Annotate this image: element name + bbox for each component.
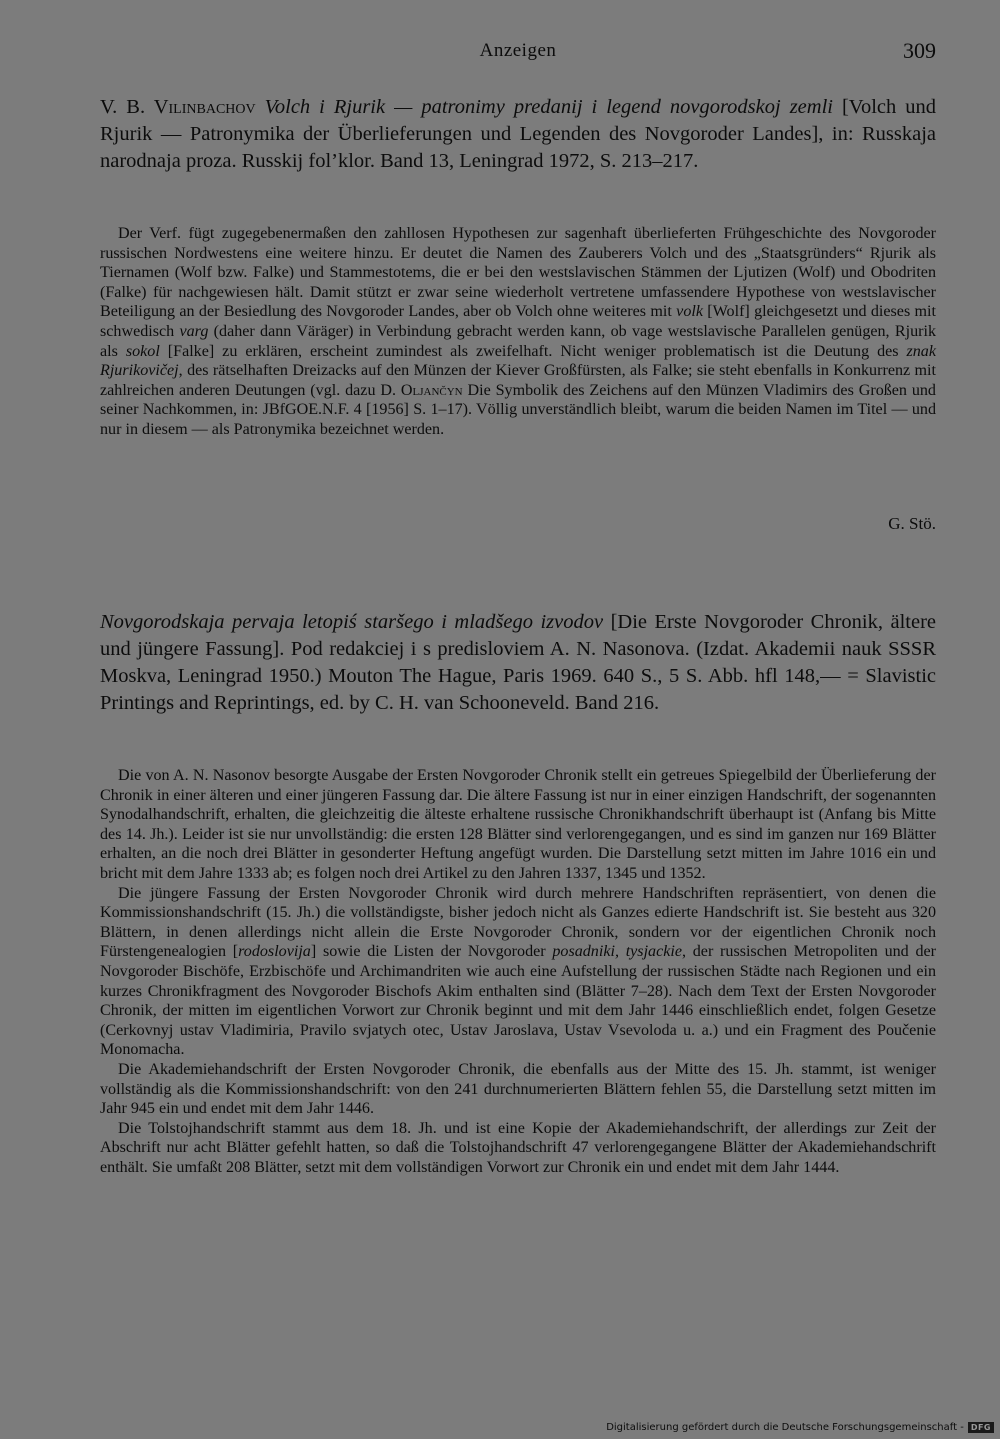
italic-term: sokol: [125, 342, 160, 360]
text-run: [Wolf] gleichgesetzt und dieses mit schwedisch: [100, 303, 936, 340]
text-run: Der Verf. fügt zugegebenermaßen den zahllosen Hypothesen zur sagenhaft überlieferten Frühgeschichte des Novgoroder russischen Nordwestens eine weitere hinzu. Er deutet die Namen des Zauberers Volch und des „Staatsgründers“ Rjurik als Tiernamen (Wolf bzw. Falke) und Stammestotems, die er bei den westslavischen Stämmen der Ljutizen (Wolf) und Obodriten (Falke) für nachgewiesen hält. Damit stützt er zwar seine wiederholt vertretene umfassendere Hypothese von westslavischer Beteiligung an der Besiedlung des Novgoroder Landes, aber ob Volch ohne weiteres mit: [100, 225, 936, 321]
review2-paragraph-1: Die von A. N. Nasonov besorgte Ausgabe der Ersten Novgoroder Chronik stellt ein getreues Spiegelbild der Überlieferung der Chronik in einer älteren und einer jüngeren Fassung dar. Die ältere Fassung ist nur in einer einzigen Handschrift, der sogenannten Synodalhandschrift, erhalten, die gleichzeitig die älteste erhaltene russische Chronikhandschrift überhaupt ist (Anfang bis Mitte des 14. Jh.). Leider ist sie nur unvollständig: die ersten 128 Blätter sind verlorengegangen, und es sind im ganzen nur 169 Blätter erhalten, an die noch drei Blätter in gesonderter Heftung angefügt wurden. Die Darstellung setzt mitten im Jahre 1016 ein und bricht mit dem Jahre 1333 ab; es folgen noch drei Artikel zu den Jahren 1337, 1345 und 1352.: [100, 767, 936, 882]
review2-paragraph-3: Die Akademiehandschrift der Ersten Novgoroder Chronik, die ebenfalls aus der Mitte des 15. Jh. stammt, ist weniger vollständig als die Kommissionshandschrift: von den 241 durchnumerierten Blättern fehlen 55, die Darstellung setzt mitten im Jahr 945 ein und endet mit dem Jahr 1446.: [100, 1060, 936, 1118]
text-run: Die Symbolik des Zeichens auf den Münzen Vladimirs des Großen und seiner Nachkommen, in: JBfGOE.N.F. 4 [1956] S. 1–17). Völlig unverständlich bleibt, warum die beiden Namen im Titel — und nur in diesem — als Patronymika bezeichnet werden.: [100, 381, 936, 438]
review2-citation-rest: [Die Erste Novgoroder Chronik, ältere und jüngere Fassung]. Pod redakciej i s predisloviem A. N. Nasonova. (Izdat. Akademii nauk SSSR Moskva, Leningrad 1950.) Mouton The Hague, Paris 1969. 640 S., 5 S. Abb. hfl 148,— = Slavistic Printings and Reprintings, ed. by C. H. van Schooneveld. Band 216.: [100, 611, 937, 714]
digitization-footer: [606, 1422, 994, 1433]
text-run: Die jüngere Fassung der Ersten Novgoroder Chronik wird durch mehrere Handschriften repräsentiert, von denen die Kommissionshandschrift (15. Jh.) die vollständigste, bisher jedoch nicht als Ganzes edierte Handschrift ist. Sie besteht aus 320 Blättern, in denen allerdings nicht allein die Erste Novgoroder Chronik, sondern vor der eigentlichen Chronik noch Fürstengenealogien [: [100, 884, 936, 961]
review2-paragraph-4: Die Tolstojhandschrift stammt aus dem 18. Jh. und ist eine Kopie der Akademiehandschrift, der allerdings zur Zeit der Abschrift nur acht Blätter gefehlt hatten, so daß die Tolstojhandschrift 47 verlorengegangene Blätter der Akademiehandschrift enthält. Sie umfaßt 208 Blätter, setzt mit dem vollständigen Vorwort zur Chronik ein und endet mit dem Jahr 1444.: [100, 1119, 936, 1176]
text-run: ] sowie die Listen der Novgoroder: [310, 943, 553, 961]
page-header: [100, 38, 936, 68]
review1-signature: G. Stö.: [888, 514, 936, 533]
review1-paragraph: [100, 224, 936, 440]
review1-body: [100, 224, 936, 440]
footer-text: Digitalisierung gefördert durch die Deutsche Forschungsgemeinschaft -: [606, 1422, 964, 1433]
italic-term: rodoslovija: [238, 943, 311, 961]
text-run: [Falke] zu erklären, erscheint zumindest als zweifelhaft. Nicht weniger problematisch ist die Deutung des: [159, 342, 907, 360]
text-run: , der russischen Metropoliten und der Novgoroder Bischöfe, Erzbischöfe und Archimandriten wie auch eine Aufstellung der russischen Städte nach Regionen und ein kurzes Chronikfragment des Novgoroder Bischofs Akim enthalten sind (Blätter 7–28). Nach dem Text der Ersten Novgoroder Chronik, der mitten im eigentlichen Vorwort zur Chronik beginnt und mit dem Jahr 1446 einschließlich endet, folgen Gesetze (Cerkovnyj ustav Vladimiria, Pravilo svjatych otec, Ustav Jaroslava, Ustav Vsevoloda u. a.) und ein Fragment des Poučenie Monomacha.: [100, 943, 936, 1059]
review2-paragraph-2: [100, 884, 936, 1060]
review2-body: [100, 766, 936, 1177]
review2-citation: [100, 609, 936, 717]
italic-term: varg: [179, 322, 209, 340]
author-name: Oljančyn: [400, 381, 463, 399]
italic-term: znak Rjurikovičej: [100, 342, 936, 380]
dfg-logo: DFG: [968, 1422, 994, 1433]
review1-citation: [100, 94, 936, 175]
running-head: Anzeigen: [479, 40, 557, 61]
review1-title: Volch i Rjurik — patronimy predanij i legend novgorodskoj zemli: [264, 96, 833, 118]
review1-author: V. B. Vilinbachov: [100, 96, 256, 118]
review2-title: Novgorodskaja pervaja letopiś staršego i mladšego izvodov: [100, 611, 604, 633]
review1-citation-rest: [Volch und Rjurik — Patronymika der Überlieferungen und Legenden des Novgoroder Landes], in: Russkaja narodnaja proza. Russkij fol’klor. Band 13, Leningrad 1972, S. 213–217.: [100, 96, 936, 172]
text-run: (daher dann Väräger) in Verbindung gebracht werden kann, ob vage westslavische Parallelen genügen, Rjurik als: [100, 322, 936, 360]
page-number: 309: [903, 38, 936, 63]
italic-term: volk: [676, 303, 703, 321]
italic-term: posadniki, tysjackie: [552, 943, 682, 961]
text-run: , des rätselhaften Dreizacks auf den Münzen der Kiever Großfürsten, als Falke; sie steht ebenfalls in Konkurrenz mit zahlreichen anderen Deutungen (vgl. dazu D.: [100, 362, 936, 399]
